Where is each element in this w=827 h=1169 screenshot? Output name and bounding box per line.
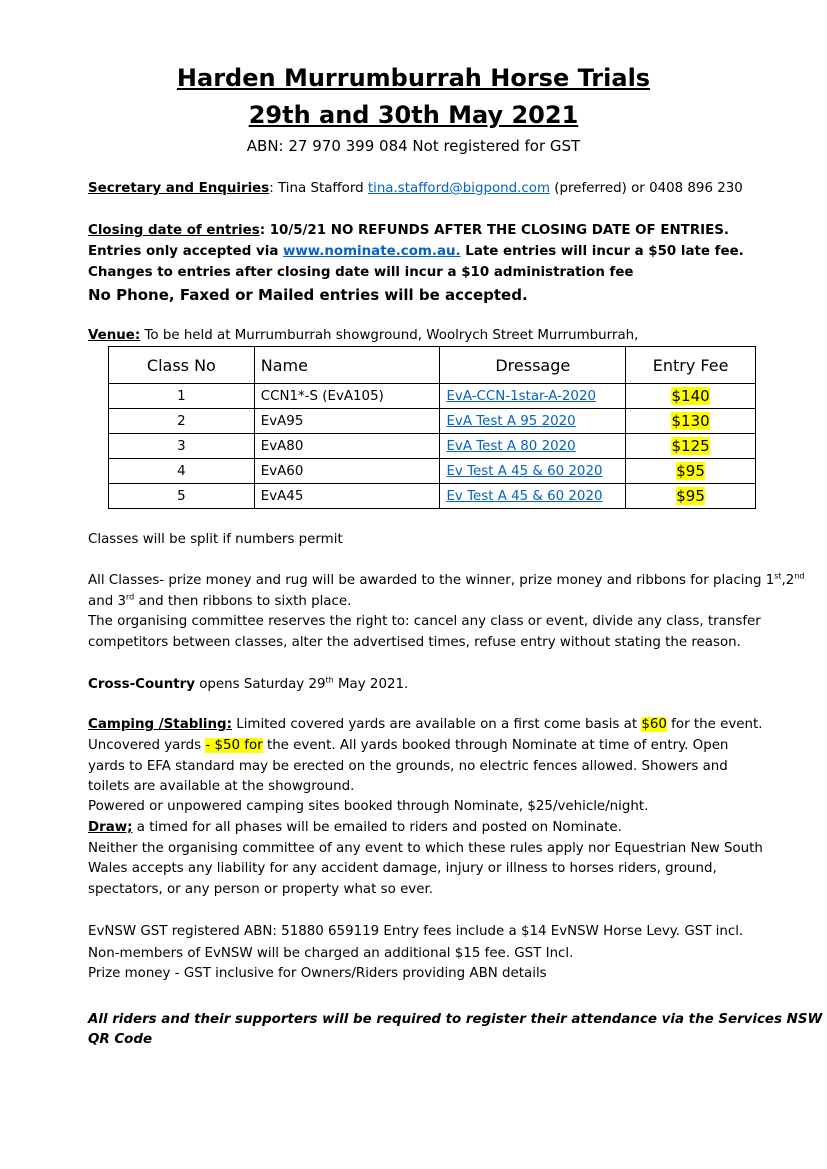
camping-text-1a: Limited covered yards are available on a first come basis at <box>231 717 642 732</box>
camping-label: Camping /Stabling: <box>88 717 232 732</box>
camping-text-1b: for the event. <box>666 717 763 732</box>
fee-cell <box>626 384 756 409</box>
dressage-cell <box>440 459 626 484</box>
class-name-cell: EvA80 <box>254 434 440 459</box>
entries-prefix: Entries only accepted via <box>88 244 284 259</box>
fee-value: $130 <box>671 412 710 430</box>
prize-line-2 <box>88 594 351 609</box>
fee-cell <box>626 459 756 484</box>
draw-label: Draw; <box>88 820 133 835</box>
gst-line-3: Prize money - GST inclusive for Owners/Riders providing ABN details <box>88 966 547 981</box>
camping-line-2 <box>88 738 728 753</box>
secretary-label: Secretary and Enquiries <box>88 181 270 196</box>
camping-line-3: yards to EFA standard may be erected on the grounds, no electric fences allowed. Showers and <box>88 759 728 774</box>
xc-label: Cross-Country <box>88 677 195 692</box>
entries-table <box>108 346 756 509</box>
class-no-cell: 3 <box>109 434 255 459</box>
dressage-link[interactable]: Ev Test A 45 & 60 2020 <box>446 488 603 504</box>
xc-text-b: May 2021. <box>333 677 409 692</box>
camping-text-2a: Uncovered yards <box>88 738 206 753</box>
venue-label: Venue: <box>88 328 141 343</box>
camping-text-2b: the event. All yards booked through Nominate at time of entry. Open <box>262 738 729 753</box>
table-row <box>109 384 756 409</box>
qr-line-2: QR Code <box>88 1032 153 1047</box>
entries-line <box>88 244 744 259</box>
dressage-cell <box>440 434 626 459</box>
fee-value: $95 <box>676 487 705 505</box>
venue-text: To be held at Murrumburrah showground, Woolrych Street Murrumburrah, <box>140 328 639 343</box>
prize-text-2b: and then ribbons to sixth place. <box>134 594 352 609</box>
xc-line <box>88 677 408 692</box>
fee-value: $125 <box>671 437 710 455</box>
table-row <box>109 484 756 509</box>
venue-line <box>88 328 638 343</box>
header-dressage: Dressage <box>440 347 626 384</box>
camping-line-5: Powered or unpowered camping sites booked through Nominate, $25/vehicle/night. <box>88 799 649 814</box>
liability-line-3: spectators, or any person or property what so ever. <box>88 882 433 897</box>
table-header-row <box>109 347 756 384</box>
prize-line-3: The organising committee reserves the right to: cancel any class or event, divide any class, transfer <box>88 614 761 629</box>
closing-label: Closing date of entries <box>88 223 260 238</box>
closing-line <box>88 223 729 238</box>
dressage-link[interactable]: Ev Test A 45 & 60 2020 <box>446 463 603 479</box>
header-class-no: Class No <box>109 347 255 384</box>
sup-th: th <box>325 675 334 685</box>
classes-split-line: Classes will be split if numbers permit <box>88 532 343 547</box>
fee-value: $95 <box>676 462 705 480</box>
secretary-line <box>88 181 743 196</box>
dressage-link[interactable]: EvA Test A 95 2020 <box>446 413 576 429</box>
gst-line-1: EvNSW GST registered ABN: 51880 659119 Entry fees include a $14 EvNSW Horse Levy. GST incl. <box>88 924 744 939</box>
secretary-name: Tina Stafford <box>273 181 368 196</box>
xc-text-a: opens Saturday 29 <box>194 677 326 692</box>
table-row <box>109 459 756 484</box>
gst-line-2: Non-members of EvNSW will be charged an additional $15 fee. GST Incl. <box>88 946 574 961</box>
draw-text: a timed for all phases will be emailed to riders and posted on Nominate. <box>132 820 622 835</box>
table-row <box>109 434 756 459</box>
changes-line: Changes to entries after closing date will incur a $10 administration fee <box>88 265 634 280</box>
secretary-colon: : <box>269 181 274 196</box>
camping-line-4: toilets are available at the showground. <box>88 779 355 794</box>
table-row <box>109 409 756 434</box>
no-phone-line: No Phone, Faxed or Mailed entries will be accepted. <box>88 286 528 304</box>
prize-text-1a: All Classes- prize money and rug will be awarded to the winner, prize money and ribbons for placing 1 <box>88 573 775 588</box>
class-no-cell: 5 <box>109 484 255 509</box>
dressage-cell <box>440 409 626 434</box>
fee-cell <box>626 409 756 434</box>
fee-cell <box>626 434 756 459</box>
prize-text-1b: ,2 <box>781 573 795 588</box>
event-title: Harden Murrumburrah Horse Trials <box>176 64 651 92</box>
liability-line-2: Wales accepts any liability for any accident damage, injury or illness to horses riders, ground, <box>88 861 717 876</box>
prize-line-1 <box>88 573 804 588</box>
event-dates: 29th and 30th May 2021 <box>248 101 579 129</box>
class-name-cell: EvA95 <box>254 409 440 434</box>
dressage-link[interactable]: EvA Test A 80 2020 <box>446 438 576 454</box>
class-name-cell: EvA45 <box>254 484 440 509</box>
liability-line-1: Neither the organising committee of any event to which these rules apply nor Equestrian New South <box>88 841 763 856</box>
sup-nd: nd <box>794 571 805 581</box>
sup-st: st <box>774 571 782 581</box>
abn-line: ABN: 27 970 399 084 Not registered for GST <box>246 137 581 155</box>
sup-rd: rd <box>125 592 135 602</box>
entries-suffix: Late entries will incur a $50 late fee. <box>460 244 744 259</box>
secretary-contact: (preferred) or 0408 896 230 <box>550 181 743 196</box>
prize-line-4: competitors between classes, alter the advertised times, refuse entry without stating the reason. <box>88 635 741 650</box>
header-entry-fee: Entry Fee <box>626 347 756 384</box>
covered-yard-price: $60 <box>641 717 667 732</box>
nominate-link[interactable]: www.nominate.com.au. <box>283 244 461 259</box>
class-no-cell: 4 <box>109 459 255 484</box>
prize-text-2a: and 3 <box>88 594 126 609</box>
closing-text: : 10/5/21 NO REFUNDS AFTER THE CLOSING DATE OF ENTRIES. <box>259 223 729 238</box>
secretary-email-link[interactable]: tina.stafford@bigpond.com <box>367 181 551 196</box>
dressage-cell <box>440 384 626 409</box>
header-name: Name <box>254 347 440 384</box>
qr-line-1: All riders and their supporters will be required to register their attendance via the Services NSW <box>88 1012 823 1027</box>
dressage-cell <box>440 484 626 509</box>
draw-line <box>88 820 622 835</box>
class-no-cell: 2 <box>109 409 255 434</box>
uncovered-yard-price: - $50 for <box>205 738 263 753</box>
class-no-cell: 1 <box>109 384 255 409</box>
class-name-cell: EvA60 <box>254 459 440 484</box>
fee-cell <box>626 484 756 509</box>
class-name-cell: CCN1*-S (EvA105) <box>254 384 440 409</box>
camping-line-1 <box>88 717 762 732</box>
dressage-link[interactable]: EvA-CCN-1star-A-2020 <box>446 388 596 404</box>
fee-value: $140 <box>671 387 710 405</box>
